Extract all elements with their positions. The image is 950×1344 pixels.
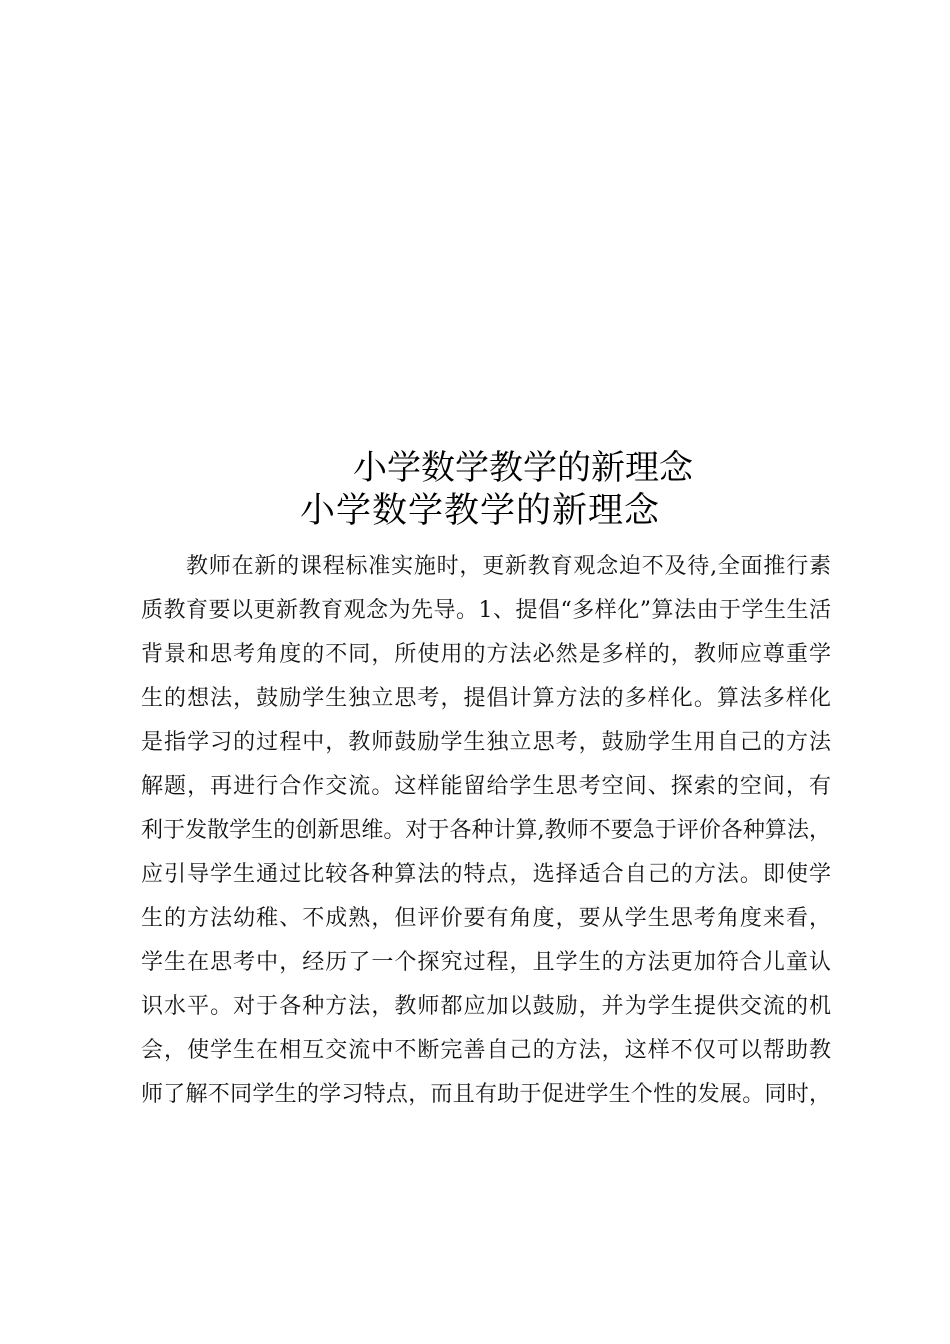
body-line: 师了解不同学生的学习特点，而且有助于促进学生个性的发展。同时， [141,1082,831,1107]
body-line: 质教育要以更新教育观念为先导。1、提倡“多样化”算法由于学生生活 [141,598,831,623]
body-line: 识水平。对于各种方法，教师都应加以鼓励，并为学生提供交流的机 [141,994,831,1019]
body-line: 教师在新的课程标准实施时，更新教育观念迫不及待,全面推行素 [186,554,831,579]
body-line: 会，使学生在相互交流中不断完善自己的方法，这样不仅可以帮助教 [141,1038,831,1063]
body-line: 生的想法，鼓励学生独立思考，提倡计算方法的多样化。算法多样化 [141,686,831,711]
body-line: 学生在思考中，经历了一个探究过程，且学生的方法更加符合儿童认 [141,950,831,975]
body-line: 解题，再进行合作交流。这样能留给学生思考空间、探索的空间，有 [141,774,831,799]
document-subtitle: 小学数学教学的新理念 [299,491,660,531]
body-line: 生的方法幼稚、不成熟，但评价要有角度，要从学生思考角度来看， [141,906,831,931]
body-line: 背景和思考角度的不同，所使用的方法必然是多样的，教师应尊重学 [141,642,831,667]
body-line: 应引导学生通过比较各种算法的特点，选择适合自己的方法。即使学 [141,862,831,887]
body-line: 利于发散学生的创新思维。对于各种计算,教师不要急于评价各种算法， [141,818,831,843]
body-text [141,545,831,1117]
document-title: 小学数学教学的新理念 [353,448,693,488]
body-line: 是指学习的过程中，教师鼓励学生独立思考，鼓励学生用自己的方法 [141,730,831,755]
